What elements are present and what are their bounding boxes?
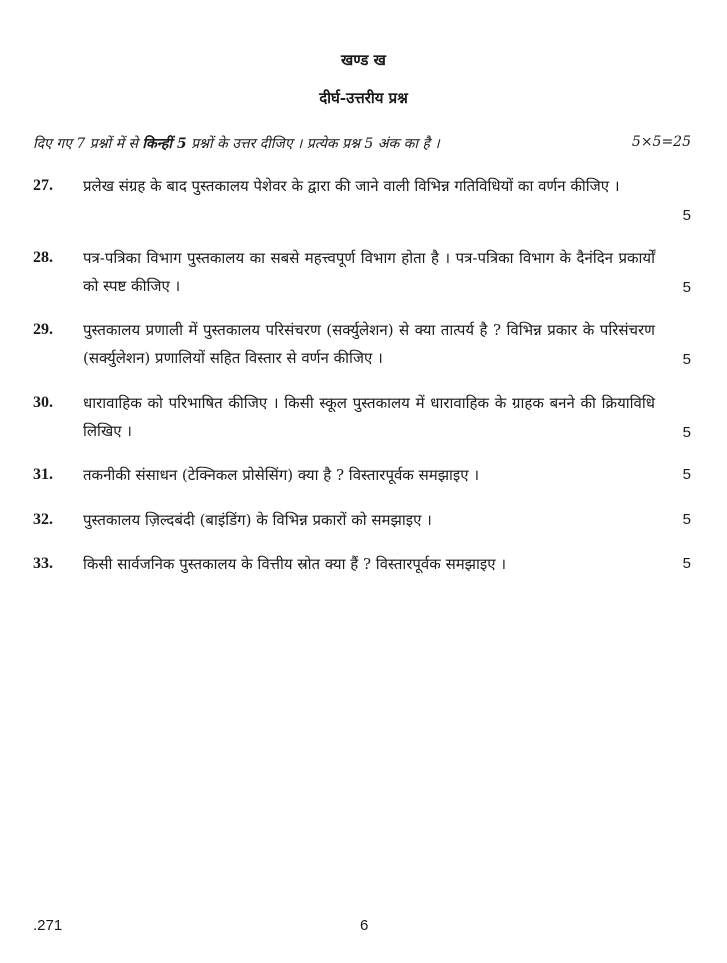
question-number: 29. [33,321,53,338]
instructions [33,134,691,153]
page-number: 6 [360,917,369,934]
question-30 [33,389,691,449]
question-marks: 5 [682,511,691,528]
question-number: 28. [33,249,53,266]
question-33 [33,550,691,580]
paper-code: .271 [33,917,63,934]
question-31 [33,461,691,491]
instructions-text: दिए गए 7 प्रश्नों में से किन्हीं 5 प्रश्नों के उत्तर दीजिए । प्रत्येक प्रश्न 5 अंक का है । [33,136,440,152]
question-text: पुस्तकालय प्रणाली में पुस्तकालय परिसंचरण (सर्क्युलेशन) से क्या तात्पर्य है ? विभिन्न प्रकार के परिसंचरण (सर्क्युलेशन) प्रणालियों सहित विस्तार से वर्णन कीजिए । [83,321,655,367]
question-number: 33. [33,555,53,572]
question-text: प्रलेख संग्रह के बाद पुस्तकालय पेशेवर के द्वारा की जाने वाली विभिन्न गतिविधियों का वर्णन कीजिए । [83,177,620,195]
question-marks: 5 [682,424,691,441]
question-marks: 5 [682,466,691,483]
question-27 [33,172,691,232]
question-text: धारावाहिक को परिभाषित कीजिए । किसी स्कूल पुस्तकालय में धारावाहिक के ग्राहक बनने की क्रियाविधि लिखिए । [83,394,655,440]
question-number: 32. [33,511,53,528]
question-number: 31. [33,466,53,483]
section-subtitle: दीर्घ-उत्तरीय प्रश्न [319,89,408,107]
question-32 [33,506,691,536]
section-title: खण्ड ख [341,51,386,69]
question-marks: 5 [682,279,691,296]
question-text: तकनीकी संसाधन (टेक्निकल प्रोसेसिंग) क्या है ? विस्तारपूर्वक समझाइए । [83,466,480,484]
question-marks: 5 [682,207,691,224]
question-29 [33,316,691,376]
question-number: 27. [33,177,53,194]
question-text: किसी सार्वजनिक पुस्तकालय के वित्तीय स्रोत क्या हैं ? विस्तारपूर्वक समझाइए । [83,555,507,573]
instructions-marks: 5×5=25 [631,134,691,150]
question-marks: 5 [682,351,691,368]
instructions-emphasis: किन्हीं 5 [142,136,187,152]
question-28 [33,244,691,304]
question-text: पत्र-पत्रिका विभाग पुस्तकालय का सबसे महत्त्वपूर्ण विभाग होता है । पत्र-पत्रिका विभाग के दैनंदिन प्रकार्यों को स्पष्ट कीजिए । [83,249,655,295]
question-marks: 5 [682,555,691,572]
question-text: पुस्तकालय ज़िल्दबंदी (बाइंडिंग) के विभिन्न प्रकारों को समझाइए । [83,511,432,529]
question-number: 30. [33,394,53,411]
